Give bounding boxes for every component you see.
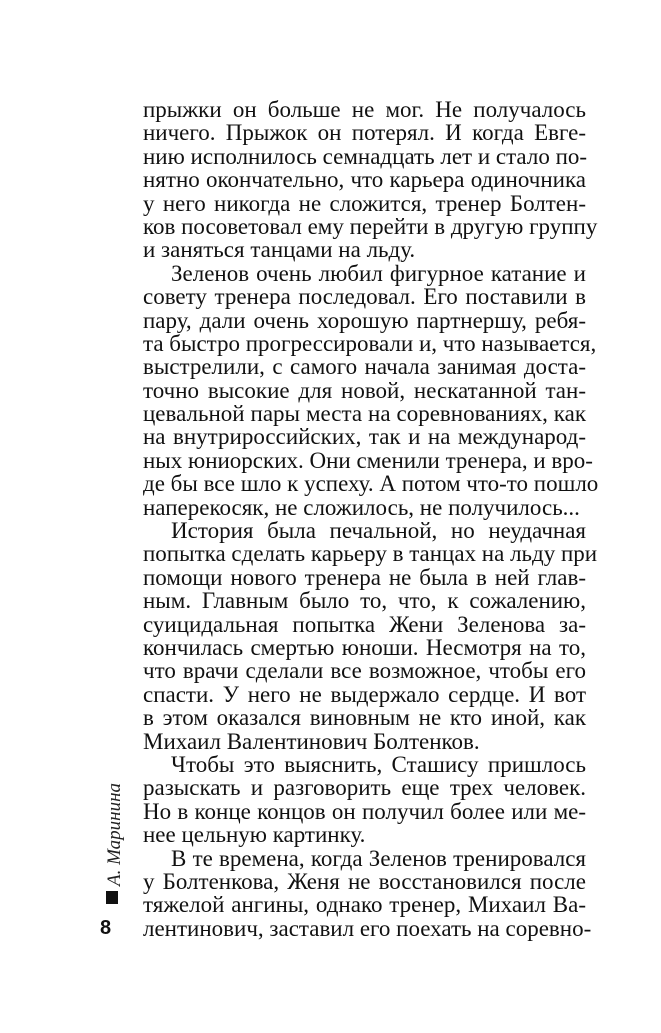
text-line: цевальной пары места на соревнованиях, как [143,401,586,427]
paragraph [143,845,592,941]
text-line: помощи нового тренера не была в ней глав- [143,564,586,590]
text-line: пару, дали очень хорошую партнершу, ребя- [143,307,586,333]
text-line: ничего. Прыжок он потерял. И когда Евге- [143,120,586,146]
text-line: наперекосяк, не сложилось, не получилось... [143,494,580,520]
paragraph [143,753,586,847]
text-line: попытка сделать карьеру в танцах на льду при [143,541,598,567]
text-line: нятно окончательно, что карьера одиночника [143,167,586,193]
text-line: Зеленов очень любил фигурное катание и [171,260,586,286]
text-line: у него никогда не сложится, тренер Болтен- [143,190,586,216]
text-line: ных юниорских. Они сменили тренера, и вро- [143,447,593,473]
text-line: кончилась смертью юноши. Несмотря на то, [143,634,586,660]
paragraph [143,260,599,520]
text-line: у Болтенкова, Женя не восстановился после [143,868,586,894]
text-line: Но в конце концов он получил более или ме- [143,798,586,824]
text-line: точно высокие для новой, нескатанной тан- [143,377,586,403]
text-line: лентинович, заставил его поехать на соревно- [143,915,592,941]
text-line: нию исполнилось семнадцать лет и стало по- [143,143,588,169]
page-body-text [143,97,599,941]
text-line: и заняться танцами на льду. [143,237,416,263]
text-line: ным. Главным было то, что, к сожалению, [143,588,586,614]
text-line: Чтобы это выяснить, Сташису пришлось [171,751,586,777]
text-line: совету тренера последовал. Его поставили в [143,284,586,310]
text-line: спасти. У него не выдержало сердце. И вот [143,681,586,707]
text-line: В те времена, когда Зеленов тренировался [171,845,586,871]
text-line: прыжки он больше не мог. Не получалось [143,97,586,122]
page-number: 8 [100,917,112,939]
text-line: в этом оказался виновным не кто иной, как [143,705,586,731]
text-line: нее цельную картинку. [143,822,366,848]
text-line: та быстро прогрессировали и, что называется, [143,330,597,356]
paragraph [143,518,598,754]
text-line: что врачи сделали все возможное, чтобы его [143,658,586,684]
text-line: выстрелили, с самого начала занимая доста- [143,354,586,380]
text-line: Михаил Валентинович Болтенков. [143,728,480,754]
text-line: История была печальной, но неудачная [171,518,586,544]
text-line: де бы все шло к успеху. А потом что-то пошло [143,471,599,497]
text-line: тяжелой ангины, однако тренер, Михаил Ва- [143,892,586,918]
text-line: на внутрироссийских, так и на международ- [143,424,586,450]
text-line: разыскать и разговорить еще трех человек. [143,775,586,801]
paragraph [143,97,598,263]
text-line: суицидальная попытка Жени Зеленова за- [143,611,586,637]
running-head-author: А. Маринина [104,782,125,886]
page-marker-square [106,891,118,904]
text-line: ков посоветовал ему перейти в другую группу [143,213,598,239]
